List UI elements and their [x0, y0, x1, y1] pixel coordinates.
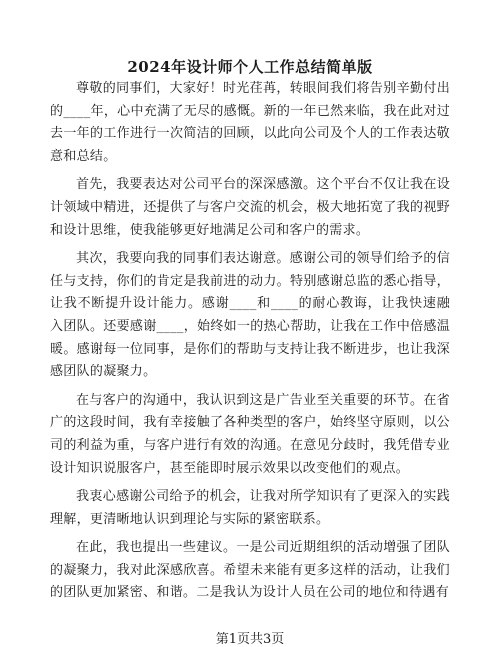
paragraph-client-communication: 在与客户的沟通中，我认识到这是广告业至关重要的环节。在省广的这段时间，我有幸接触了各种类型的客户，始终坚守原则，以公司的利益为重，与客户进行有效的沟通。在意见分歧时，我凭借专业设计知识说服客户，甚至能即时展示效果以改变他们的观点。	[50, 392, 450, 476]
paragraph-company-thanks: 我衷心感谢公司给予的机会，让我对所学知识有了更深入的实践理解，更清晰地认识到理论与实际的紧密联系。	[50, 489, 450, 527]
paragraph-greeting: 尊敬的同事们，大家好！时光荏苒，转眼间我们将告别辛勤付出的____年，心中充满了无尽的感慨。新的一年已然来临，我在此对过去一年的工作进行一次简洁的回顾，以此向公司及个人的工作表达敬意和总结。	[50, 81, 450, 164]
document-title: 2024年设计师个人工作总结简单版	[127, 58, 373, 76]
document-body	[50, 78, 450, 611]
paragraph-platform-thanks: 首先，我要表达对公司平台的深深感激。这个平台不仅让我在设计领域中精进，还提供了与客户交流的机会，极大地拓宽了我的视野和设计思维，使我能够更好地满足公司和客户的需求。	[50, 177, 450, 238]
paragraph-colleague-thanks: 其次，我要向我的同事们表达谢意。感谢公司的领导们给予的信任与支持，你们的肯定是我前进的动力。特别感谢总监的悉心指导，让我不断提升设计能力。感谢____和____的耐心教诲，让我快速融入团队。还要感谢____，始终如一的热心帮助，让我在工作中倍感温暖。感谢每一位同事，是你们的帮助与支持让我不断进步，也让我深感团队的凝聚力。	[50, 251, 450, 380]
page-number: 第1页共3页	[215, 632, 285, 647]
paragraph-suggestions: 在此，我也提出一些建议。一是公司近期组织的活动增强了团队的凝聚力，我对此深感欣喜。希望未来能有更多这样的活动，让我们的团队更加紧密、和谐。二是我认为设计人员在公司的地位和待遇有	[50, 540, 450, 601]
